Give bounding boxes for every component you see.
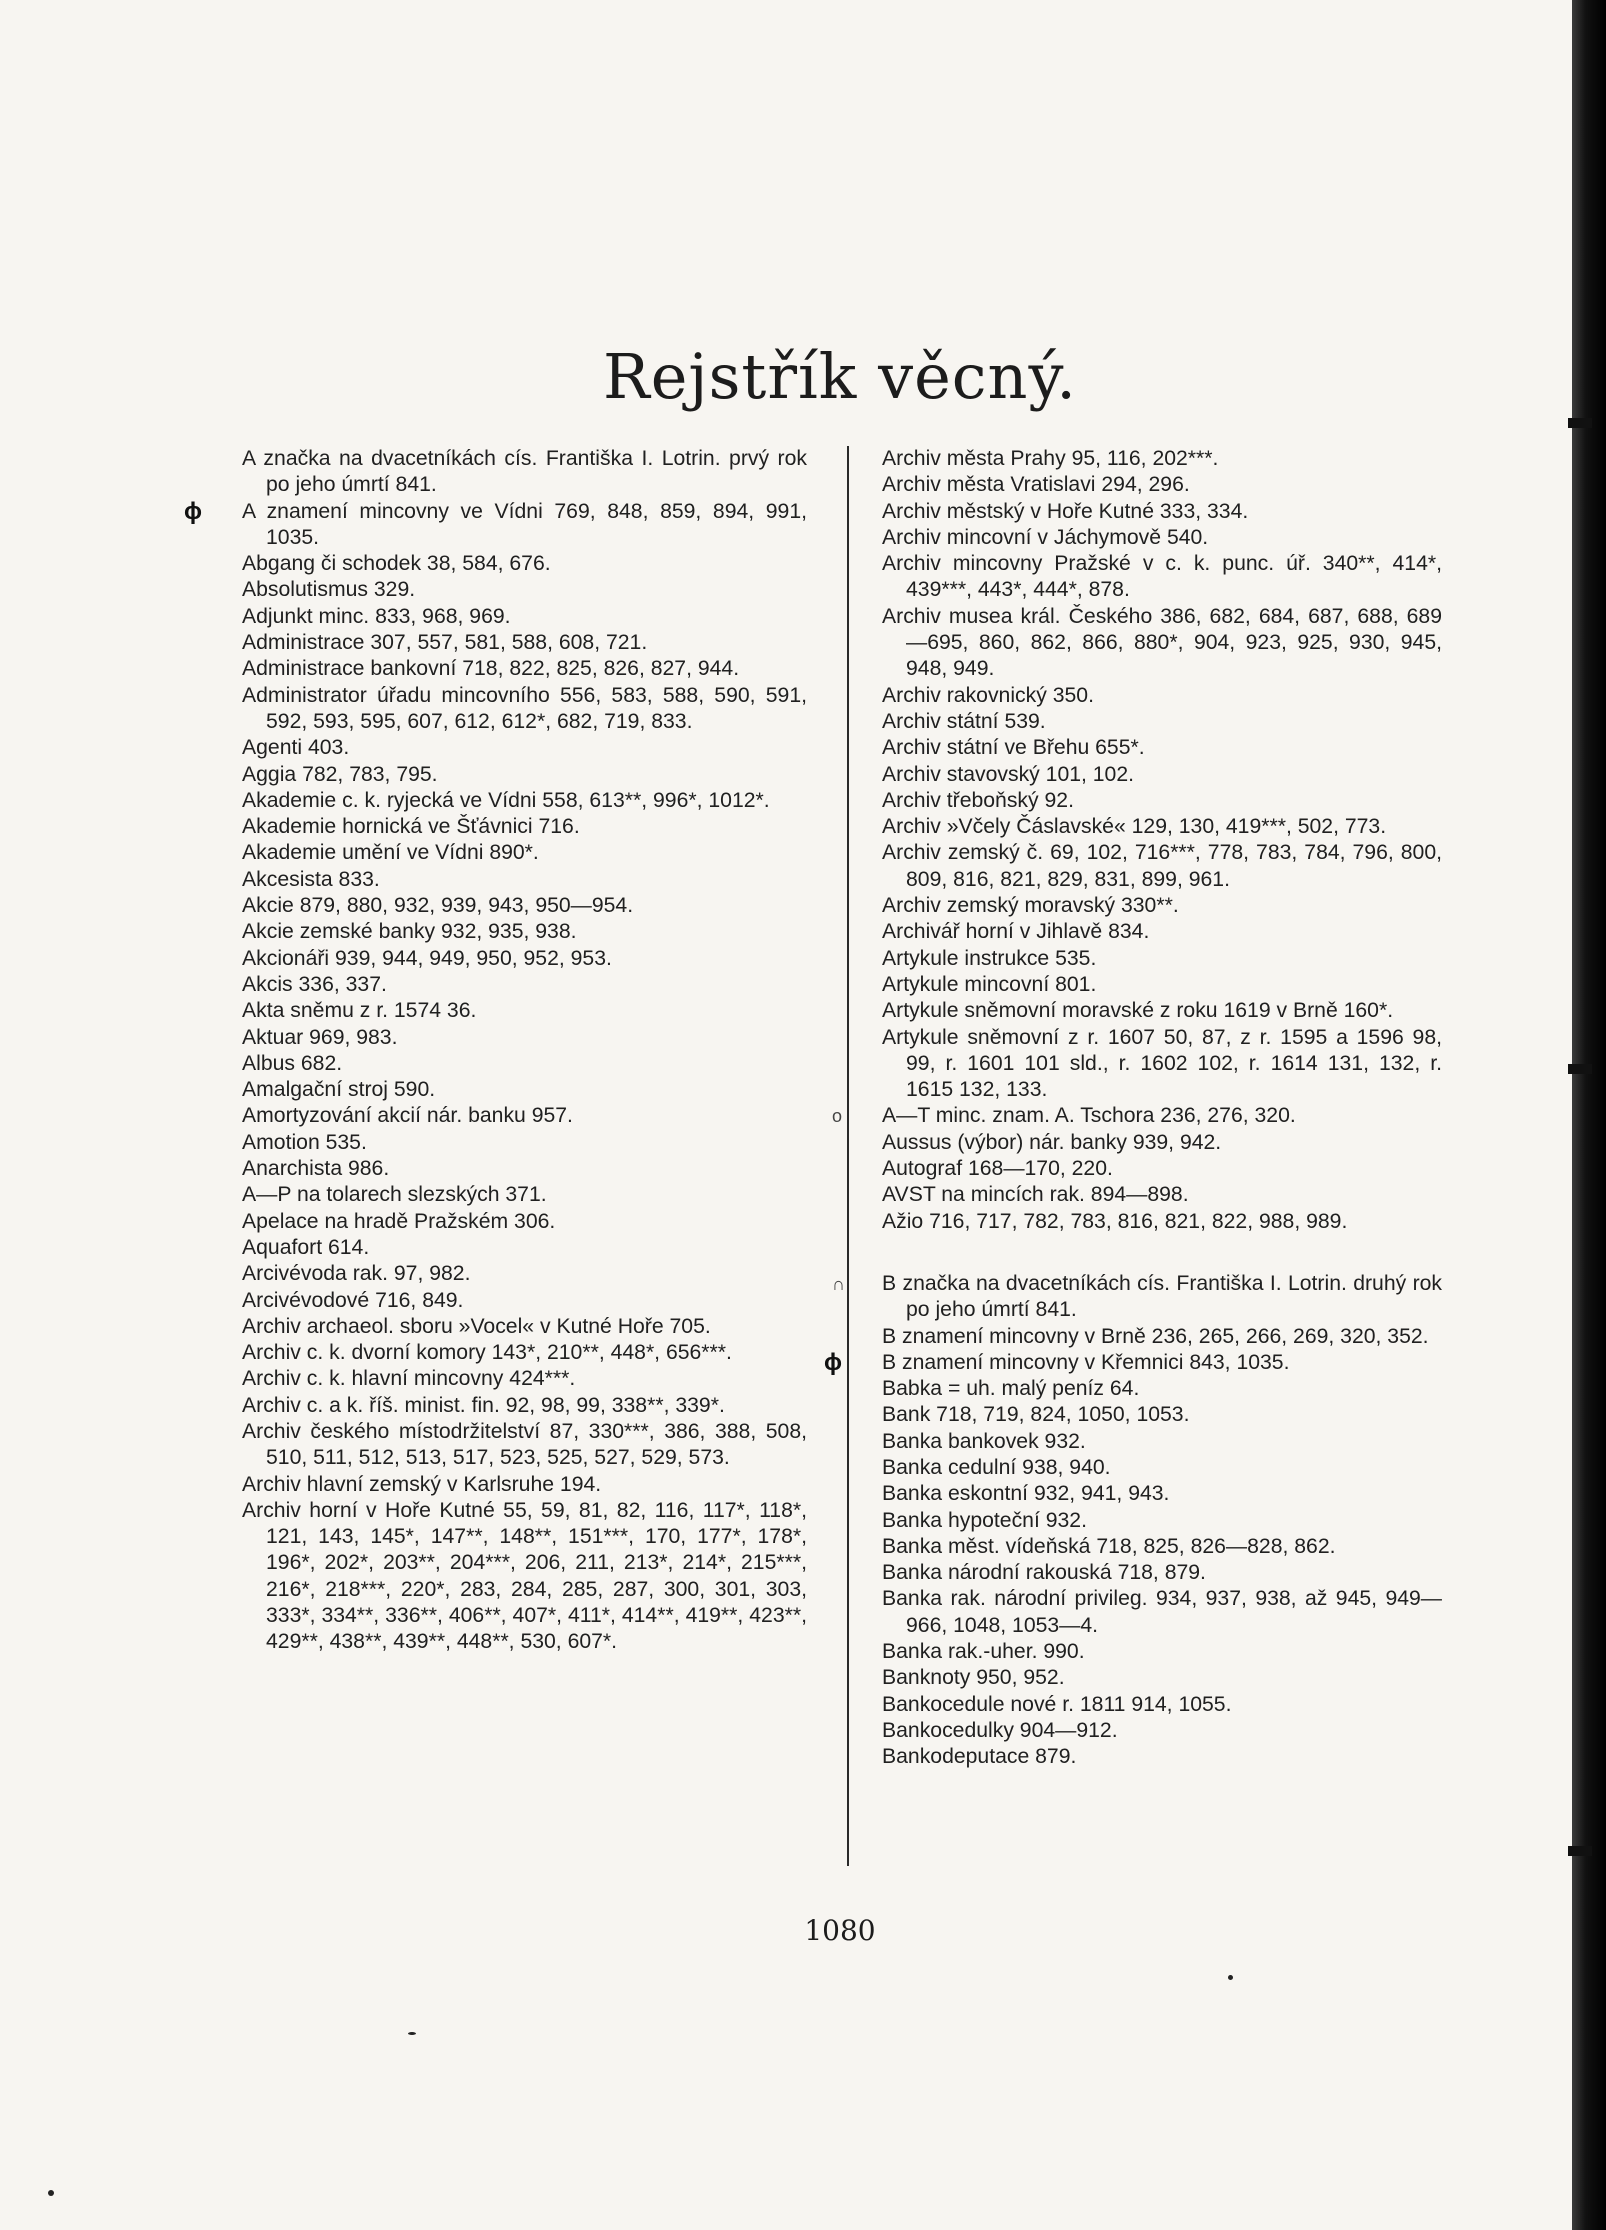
index-entry-text: A značka na dvacetníkách cís. Františka I. Lotrin. prvý rok po jeho úmrtí 841. — [242, 447, 807, 497]
index-entry-text: Archiv c. k. dvorní komory 143*, 210**, 448*, 656***. — [242, 1341, 732, 1365]
index-entry — [882, 1209, 1442, 1235]
index-entry — [242, 788, 807, 814]
index-entry — [242, 446, 807, 499]
index-entry — [184, 497, 807, 552]
index-entry-text: Archiv města Vratislavi 294, 296. — [882, 473, 1190, 497]
column-divider — [847, 446, 849, 1866]
index-entry — [242, 1419, 807, 1472]
index-column-right — [824, 446, 1442, 1771]
index-entry — [882, 1402, 1442, 1428]
index-entry-text: Aquafort 614. — [242, 1235, 370, 1259]
index-entry — [882, 919, 1442, 945]
index-entry — [242, 630, 807, 656]
index-entry-text: Akcie 879, 880, 932, 939, 943, 950—954. — [242, 894, 634, 918]
index-entry-text: Adjunkt minc. 833, 968, 969. — [242, 604, 511, 628]
index-entry — [882, 683, 1442, 709]
index-entry-text: Archiv třeboňský 92. — [882, 788, 1074, 812]
index-entry-text: Babka = uh. malý peníz 64. — [882, 1377, 1140, 1401]
index-entry-text: Archiv horní v Hoře Kutné 55, 59, 81, 82, 116, 117*, 118*, 121, 143, 145*, 147**, 148**, 151***, 170, 177*, 178*, 196*, 202*, 203**, 204***, 206, 211, 213*, 214*, 215***, 216*, 218***, 220*, 283, 284, 285, 287, 300, 301, 303, 333*, 334**, 336**, 406**, 407*, 411*, 414**, 419**, 423**, 429**, 438**, 439**, 448**, 530, 607*. — [242, 1498, 807, 1654]
index-entry — [242, 814, 807, 840]
page-number: 1080 — [804, 1914, 876, 1947]
index-entry — [882, 762, 1442, 788]
index-entry-text: B znamení mincovny v Křemnici 843, 1035. — [882, 1350, 1290, 1374]
index-entry-text: Absolutismus 329. — [242, 578, 416, 602]
index-entry — [242, 867, 807, 893]
index-entry-text: B znamení mincovny v Brně 236, 265, 266, 269, 320, 352. — [882, 1324, 1429, 1348]
index-entry-text: Administrator úřadu mincovního 556, 583, 588, 590, 591, 592, 593, 595, 607, 612, 612*, 682, 719, 833. — [242, 683, 807, 733]
index-entry-text: Archiv c. k. hlavní mincovny 424***. — [242, 1367, 576, 1391]
index-entry — [882, 814, 1442, 840]
index-entry-text: Bankodeputace 879. — [882, 1745, 1077, 1769]
index-entry — [242, 1182, 807, 1208]
index-entry-text: Arcivévoda rak. 97, 982. — [242, 1262, 471, 1286]
index-entry — [242, 1314, 807, 1340]
index-entry-text: A—T minc. znam. A. Tschora 236, 276, 320. — [882, 1104, 1296, 1128]
index-entry — [882, 472, 1442, 498]
index-entry-text: Apelace na hradě Pražském 306. — [242, 1209, 556, 1233]
index-entry-text: Banka národní rakouská 718, 879. — [882, 1561, 1206, 1585]
index-entry — [242, 762, 807, 788]
index-entry-text: Archiv státní 539. — [882, 709, 1046, 733]
index-entry-text: Archivář horní v Jihlavě 834. — [882, 920, 1150, 944]
index-entry — [882, 551, 1442, 604]
index-entry — [242, 1025, 807, 1051]
index-entry-text: Banka bankovek 932. — [882, 1429, 1086, 1453]
index-entry — [242, 972, 807, 998]
index-entry-text: Amotion 535. — [242, 1130, 367, 1154]
index-entry — [242, 919, 807, 945]
index-entry-text: Akcionáři 939, 944, 949, 950, 952, 953. — [242, 946, 612, 970]
index-entry-text: Arcivévodové 716, 849. — [242, 1288, 464, 1312]
index-entry — [882, 499, 1442, 525]
index-entry-text: Archiv mincovní v Jáchymově 540. — [882, 525, 1209, 549]
index-entry — [242, 604, 807, 630]
index-entry — [882, 1534, 1442, 1560]
index-entry-text: Albus 682. — [242, 1051, 343, 1075]
index-entry — [242, 683, 807, 736]
index-entry-text: Amortyzování akcií nár. banku 957. — [242, 1104, 573, 1128]
index-entry — [882, 1744, 1442, 1770]
index-entry — [242, 735, 807, 761]
index-entry-text: Bankocedulky 904—912. — [882, 1718, 1118, 1742]
index-entry-text: Archiv českého místodržitelství 87, 330***, 386, 388, 508, 510, 511, 512, 513, 517, 523, 525, 527, 529, 573. — [242, 1419, 807, 1470]
index-entry — [242, 1209, 807, 1235]
index-entry-text: Artykule mincovní 801. — [882, 972, 1097, 996]
index-entry-text: A—P na tolarech slezských 371. — [242, 1183, 547, 1207]
index-entry-text: Archiv státní ve Břehu 655*. — [882, 736, 1145, 760]
index-entry — [882, 972, 1442, 998]
index-entry — [882, 446, 1442, 472]
index-entry-text: Archiv c. a k. říš. minist. fin. 92, 98, 99, 338**, 339*. — [242, 1393, 725, 1417]
index-entry-text: Administrace 307, 557, 581, 588, 608, 721. — [242, 631, 648, 655]
index-entry — [882, 893, 1442, 919]
spine-mark — [1568, 418, 1592, 428]
index-entry — [882, 1025, 1442, 1104]
index-entry — [882, 1324, 1442, 1350]
index-entry-text: Banka eskontní 932, 941, 943. — [882, 1482, 1170, 1506]
index-entry-text: Akta sněmu z r. 1574 36. — [242, 999, 477, 1023]
index-entry-text: Archiv rakovnický 350. — [882, 683, 1094, 707]
index-entry — [882, 525, 1442, 551]
print-speck — [1228, 1975, 1233, 1980]
index-entry-text: Archiv musea král. Českého 386, 682, 684, 687, 688, 689—695, 860, 862, 866, 880*, 904, 923, 925, 930, 945, 948, 949. — [882, 604, 1442, 681]
index-entry-text: Amalgační stroj 590. — [242, 1078, 436, 1102]
index-entry-text: Archiv stavovský 101, 102. — [882, 762, 1135, 786]
index-entry-text: Agenti 403. — [242, 736, 350, 760]
spine-mark — [1568, 1064, 1592, 1074]
index-entry — [882, 1182, 1442, 1208]
index-entry-text: A znamení mincovny ve Vídni 769, 848, 859, 894, 991, 1035. — [242, 499, 807, 549]
index-entry-text: Bank 718, 719, 824, 1050, 1053. — [882, 1403, 1190, 1427]
index-entry — [242, 551, 807, 577]
index-entry-text: Archiv města Prahy 95, 116, 202***. — [882, 447, 1219, 470]
index-entry-text: Akademie c. k. ryjecká ve Vídni 558, 613**, 996*, 1012*. — [242, 788, 770, 812]
index-entry — [242, 1366, 807, 1392]
index-entry-text: Akcis 336, 337. — [242, 972, 387, 996]
index-entry — [242, 1130, 807, 1156]
index-entry — [242, 1077, 807, 1103]
index-entry — [242, 1288, 807, 1314]
index-entry-text: Akcesista 833. — [242, 867, 380, 891]
index-entry — [824, 1348, 1442, 1376]
index-entry — [882, 1718, 1442, 1744]
index-entry-text: Akademie hornická ve Šťávnici 716. — [242, 815, 580, 839]
index-entry-text: Akcie zemské banky 932, 935, 938. — [242, 920, 577, 944]
margin-mark-icon: ∩ — [832, 1273, 845, 1294]
index-entry — [882, 1130, 1442, 1156]
index-entry — [882, 1560, 1442, 1586]
index-entry — [882, 1481, 1442, 1507]
index-entry — [882, 1455, 1442, 1481]
index-entry-text: B značka na dvacetníkách cís. Františka I. Lotrin. druhý rok po jeho úmrtí 841. — [882, 1271, 1442, 1322]
index-entry-text: Archiv zemský moravský 330**. — [882, 894, 1179, 918]
book-spine-edge — [1572, 0, 1606, 2230]
index-column-left — [184, 446, 807, 1656]
index-entry-text: Aggia 782, 783, 795. — [242, 762, 438, 786]
index-entry-text: Akademie umění ve Vídni 890*. — [242, 841, 539, 865]
index-entry — [882, 946, 1442, 972]
index-entry — [882, 1665, 1442, 1691]
index-entry — [242, 1472, 807, 1498]
index-entry — [242, 1156, 807, 1182]
margin-mark-icon: o — [832, 1106, 843, 1127]
index-entry — [882, 709, 1442, 735]
index-entry — [242, 1235, 807, 1261]
index-entry-text: Bankocedule nové r. 1811 914, 1055. — [882, 1692, 1232, 1716]
index-entry — [882, 735, 1442, 761]
index-entry — [882, 1692, 1442, 1718]
index-entry-text: Autograf 168—170, 220. — [882, 1157, 1113, 1181]
index-entry — [242, 840, 807, 866]
index-entry — [242, 577, 807, 603]
index-entry-text: Archiv archaeol. sboru »Vocel« v Kutné Hoře 705. — [242, 1314, 711, 1338]
index-entry — [242, 1340, 807, 1366]
index-entry — [242, 998, 807, 1024]
margin-mark-icon: ɸ — [184, 497, 202, 525]
index-entry — [832, 1103, 1442, 1129]
index-entry-text: Aussus (výbor) nár. banky 939, 942. — [882, 1130, 1222, 1154]
index-entry-text: Artykule sněmovní z r. 1607 50, 87, z r. 1595 a 1596 98, 99, r. 1601 101 sld., r. 1602 102, r. 1614 131, 132, r. 1615 132, 133. — [882, 1025, 1442, 1102]
index-entry-text: Banknoty 950, 952. — [882, 1666, 1065, 1690]
index-entry — [832, 1271, 1442, 1324]
page-title: Rejstřík věcný. — [603, 340, 1077, 413]
index-entry — [882, 1156, 1442, 1182]
index-entry — [242, 946, 807, 972]
index-entry — [882, 1376, 1442, 1402]
index-entry — [242, 656, 807, 682]
index-entry — [882, 604, 1442, 683]
index-entry-text: Banka rak. národní privileg. 934, 937, 938, až 945, 949—966, 1048, 1053—4. — [882, 1587, 1442, 1637]
index-entry-text: Archiv zemský č. 69, 102, 716***, 778, 783, 784, 796, 800, 809, 816, 821, 829, 831, 899, 961. — [882, 841, 1442, 891]
index-entry — [882, 1639, 1442, 1665]
spine-mark — [1568, 1846, 1592, 1856]
index-entry-text: Administrace bankovní 718, 822, 825, 826, 827, 944. — [242, 657, 740, 681]
index-entry-text: Banka cedulní 938, 940. — [882, 1455, 1111, 1479]
index-entry-text: Artykule sněmovní moravské z roku 1619 v Brně 160*. — [882, 999, 1394, 1023]
index-entry-text: Banka rak.-uher. 990. — [882, 1640, 1085, 1664]
index-entry-text: Archiv hlavní zemský v Karlsruhe 194. — [242, 1472, 602, 1496]
index-entry — [882, 788, 1442, 814]
index-entry-text: Aktuar 969, 983. — [242, 1025, 398, 1049]
index-entry-text: Artykule instrukce 535. — [882, 946, 1097, 970]
print-speck — [408, 2032, 416, 2035]
index-entry — [882, 1508, 1442, 1534]
index-entry-text: Anarchista 986. — [242, 1157, 390, 1181]
index-entry-text: AVST na mincích rak. 894—898. — [882, 1183, 1189, 1207]
print-speck — [48, 2190, 54, 2196]
index-entry-text: Archiv »Včely Čáslavské« 129, 130, 419***, 502, 773. — [882, 815, 1387, 839]
index-entry — [882, 1586, 1442, 1639]
index-entry — [242, 1051, 807, 1077]
index-entry — [242, 1103, 807, 1129]
index-entry-text: Archiv městský v Hoře Kutné 333, 334. — [882, 499, 1249, 523]
index-entry-text: Banka hypoteční 932. — [882, 1508, 1087, 1532]
index-entry — [882, 1429, 1442, 1455]
index-entry — [882, 998, 1442, 1024]
index-entry — [882, 840, 1442, 893]
index-entry — [242, 1498, 807, 1656]
index-entry — [242, 1393, 807, 1419]
index-entry-text: Abgang či schodek 38, 584, 676. — [242, 552, 551, 576]
index-entry-text: Ažio 716, 717, 782, 783, 816, 821, 822, 988, 989. — [882, 1209, 1348, 1233]
margin-mark-icon: ɸ — [824, 1348, 842, 1376]
index-entry — [242, 1261, 807, 1287]
index-entry — [242, 893, 807, 919]
index-entry-text: Banka měst. vídeňská 718, 825, 826—828, 862. — [882, 1534, 1336, 1558]
index-entry-text: Archiv mincovny Pražské v c. k. punc. úř. 340**, 414*, 439***, 443*, 444*, 878. — [882, 552, 1442, 602]
